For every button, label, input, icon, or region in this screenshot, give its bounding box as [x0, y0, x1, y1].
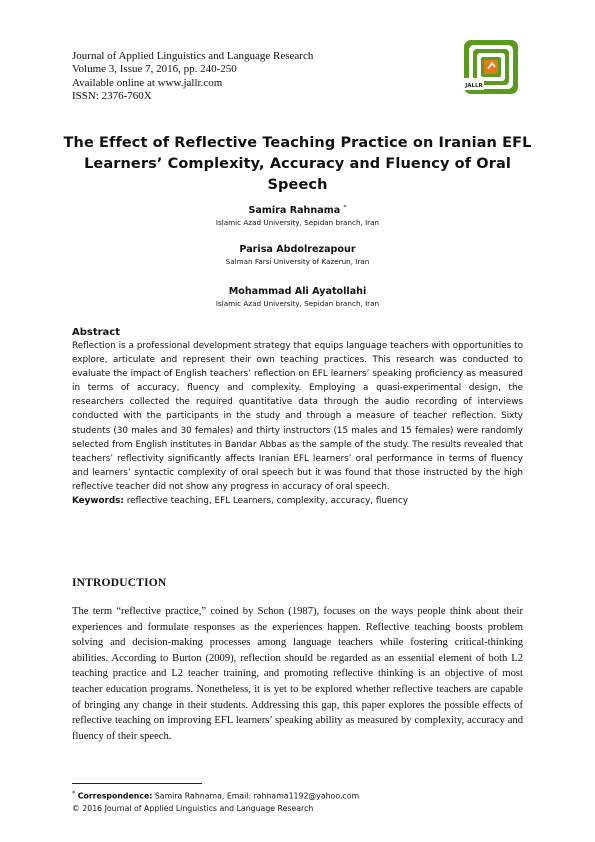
author-block: [0, 201, 595, 229]
journal-name: Journal of Applied Linguistics and Language Research: [72, 50, 314, 62]
author-block: [0, 243, 595, 268]
paper-title: The Effect of Reflective Teaching Practice on Iranian EFL Learners’ Complexity, Accuracy and Fluency of Oral Speech: [63, 135, 532, 193]
author-block: [0, 285, 595, 310]
correspondence-note: * Correspondence: Samira Rahnama, Email: rahnama1192@yahoo.com: [72, 789, 360, 801]
author-name: Samira Rahnama *: [248, 204, 347, 217]
journal-header: [72, 50, 402, 104]
author-affiliation: Salman Farsi University of Kazerun, Iran: [225, 257, 370, 266]
author-name: Parisa Abdolrezapour: [239, 244, 356, 255]
footnote-divider: [72, 783, 202, 784]
journal-volume: Volume 3, Issue 7, 2016, pp. 240-250: [72, 63, 237, 76]
author-affiliation: Islamic Azad University, Sepidan branch, Iran: [215, 299, 380, 308]
abstract-section: [72, 326, 523, 508]
keywords: Keywords: reflective teaching, EFL Learners, complexity, accuracy, fluency: [72, 496, 409, 507]
abstract-heading: Abstract: [72, 327, 121, 338]
logo-text: JALLR: [465, 83, 483, 89]
journal-website: Available online at www.jallr.com: [72, 76, 223, 89]
journal-issn: ISSN: 2376-760X: [72, 90, 152, 103]
footnote: [72, 787, 523, 815]
copyright-note: © 2016 Journal of Applied Linguistics and Language Research: [72, 803, 314, 813]
author-name: Mohammad Ali Ayatollahi: [228, 286, 367, 297]
introduction-heading: INTRODUCTION: [72, 577, 167, 589]
introduction-body: The term “reflective practice,” coined by Schon (1987), focuses on the ways people think about their experiences and formulate responses as the experiences happen. Reflective teaching boosts problem solving and decision-making processes among language teachers while fostering critical-thinking abilities. According to Burton (2009), reflection should be regarded as an essential element of both L2 teaching practice and L2 teacher training, and promoting reflective thinking is an objective of most teacher education programs. Nonetheless, it is yet to be explored whether reflective teachers are capable of bringing any change in their students. Addressing this gap, this paper explores the possible effects of reflective teaching on improving EFL learners’ speaking ability as measured by complexity, accuracy and fluency of their speech.: [72, 606, 523, 742]
abstract-body: Reflection is a professional development strategy that equips language teachers with opportunities to explore, articulate and represent their own teaching practices. This research was conducted to evaluate the impact of English teachers’ reflection on EFL learners’ speaking proficiency as measured in terms of accuracy, fluency and complexity. Employing a quasi-experimental design, the researchers collected the required quantitative data through the audio recording of interviews conducted with the participants in the study and through a measure of teacher reflection. Sixty students (30 males and 30 females) and thirty instructors (15 males and 15 females) were randomly selected from English institutes in Bandar Abbas as the sample of the study. The results revealed that teachers’ reflectivity significantly affects Iranian EFL learners’ oral performance in terms of fluency and learners’ syntactic complexity of oral speech but it was found that those instructed by the high reflective teacher did not show any progress in accuracy of oral speech.: [72, 341, 523, 492]
journal-logo: [462, 38, 520, 96]
author-affiliation: Islamic Azad University, Sepidan branch, Iran: [215, 218, 380, 228]
